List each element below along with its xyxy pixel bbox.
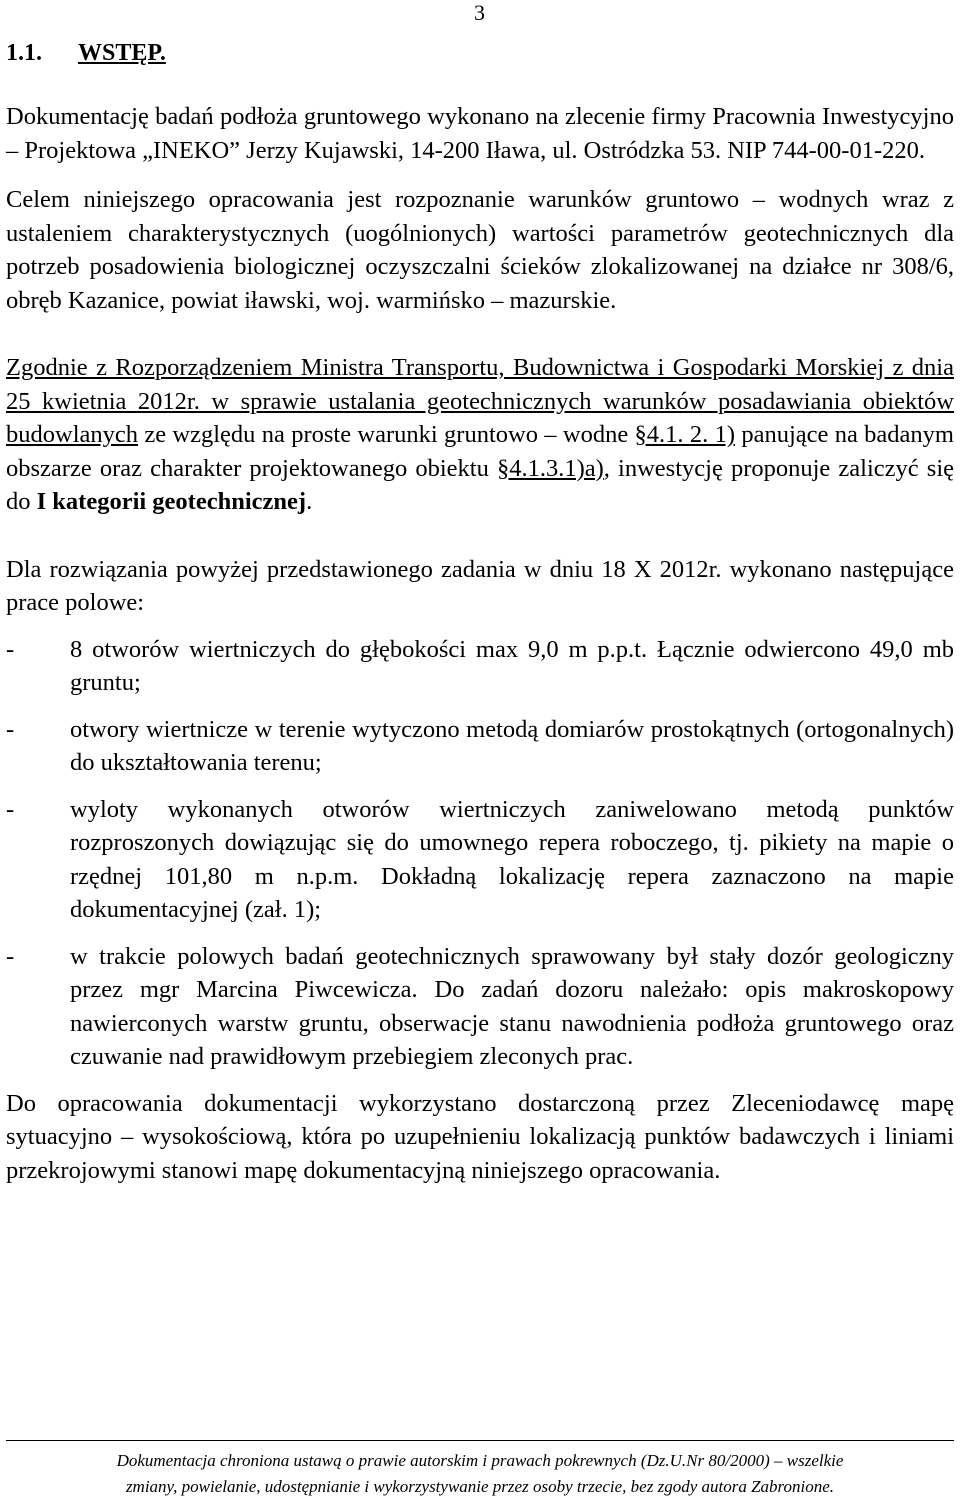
- intro-paragraph: Dokumentację badań podłoża gruntowego wykonano na zlecenie firmy Pracownia Inwestycyjno – Projektowa „INEKO” Jerzy Kujawski, 14-200 Iława, ul. Ostródzka 53. NIP 744-00-01-220.: [6, 103, 954, 164]
- list-item: - wyloty wykonanych otworów wiertniczych zaniwelowano metodą punktów rozproszonych dowiązując się do umownego repera roboczego, tj. pikiety na mapie o rzędnej 101,80 m n.p.m. Dokładną lokalizację repera zaznaczono na mapie dokumentacyjnej (zał. 1);: [6, 795, 954, 923]
- document-body: [6, 100, 954, 1187]
- regulation-reference: Zgodnie z Rozporządzeniem Ministra Transportu, Budownictwa i Gospodarki Morskiej z dnia 25 kwietnia 2012r. w sprawie ustalania geotechnicznych warunków posadawiania obiektów budowlanych: [6, 354, 954, 448]
- footer-line-2: zmiany, powielanie, udostępnianie i wykorzystywanie przez osoby trzecie, bez zgody autora Zabronione.: [125, 1477, 835, 1496]
- page-number: 3: [474, 0, 485, 25]
- section-title: WSTĘP.: [78, 40, 166, 66]
- fieldwork-intro: Dla rozwiązania powyżej przedstawionego zadania w dniu 18 X 2012r. wykonano następujące prace polowe:: [6, 555, 954, 616]
- closing-paragraph: Do opracowania dokumentacji wykorzystano dostarczoną przez Zleceniodawcę mapę sytuacyjno – wysokościową, która po uzupełnieniu lokalizacją punktów badawczych i liniami przekrojowymi stanowi mapę dokumentacyjną niniejszego opracowania.: [6, 1089, 954, 1184]
- regulation-paragraph: Zgodnie z Rozporządzeniem Ministra Transportu, Budownictwa i Gospodarki Morskiej z dnia 25 kwietnia 2012r. w sprawie ustalania geotechnicznych warunków posadawiania obiektów budowlanych ze względu na proste warunki gruntowo – wodne §4.1. 2. 1) panujące na badanym obszarze oraz charakter projektowanego obiektu §4.1.3.1)a), inwestycję proponuje zaliczyć się do I kategorii geotechnicznej.: [6, 354, 955, 515]
- purpose-paragraph: Celem niniejszego opracowania jest rozpoznanie warunków gruntowo – wodnych wraz z ustaleniem charakterystycznych (uogólnionych) wartości parametrów geotechnicznych dla potrzeb posadowienia biologicznej oczyszczalni ścieków zlokalizowanej na działce nr 308/6, obręb Kazanice, powiat iławski, woj. warmińsko – mazurskie.: [6, 186, 954, 314]
- section-heading: [6, 40, 166, 67]
- copyright-footer: [0, 1448, 960, 1500]
- paragraph-reference-1: §4.1. 2. 1): [634, 421, 735, 448]
- geotechnical-category: I kategorii geotechnicznej: [36, 488, 307, 515]
- paragraph-reference-2: §4.1.3.1)a): [496, 454, 604, 482]
- list-item: - otwory wiertnicze w terenie wytyczono metodą domiarów prostokątnych (ortogonalnych) do ukształtowania terenu;: [6, 715, 954, 776]
- list-item: - 8 otworów wiertniczych do głębokości max 9,0 m p.p.t. Łącznie odwiercono 49,0 mb gruntu;: [6, 635, 954, 696]
- footer-line-1: Dokumentacja chroniona ustawą o prawie autorskim i prawach pokrewnych (Dz.U.Nr 80/2000) – wszelkie: [116, 1451, 844, 1470]
- list-item: - w trakcie polowych badań geotechnicznych sprawowany był stały dozór geologiczny przez mgr Marcina Piwcewicza. Do zadań dozoru należało: opis makroskopowy nawierconych warstw gruntu, obserwacje stanu nawodnienia podłoża gruntowego oraz czuwanie nad prawidłowym przebiegiem zleconych prac.: [6, 942, 954, 1070]
- section-number: 1.1.: [6, 40, 42, 66]
- footer-divider: [6, 1440, 954, 1441]
